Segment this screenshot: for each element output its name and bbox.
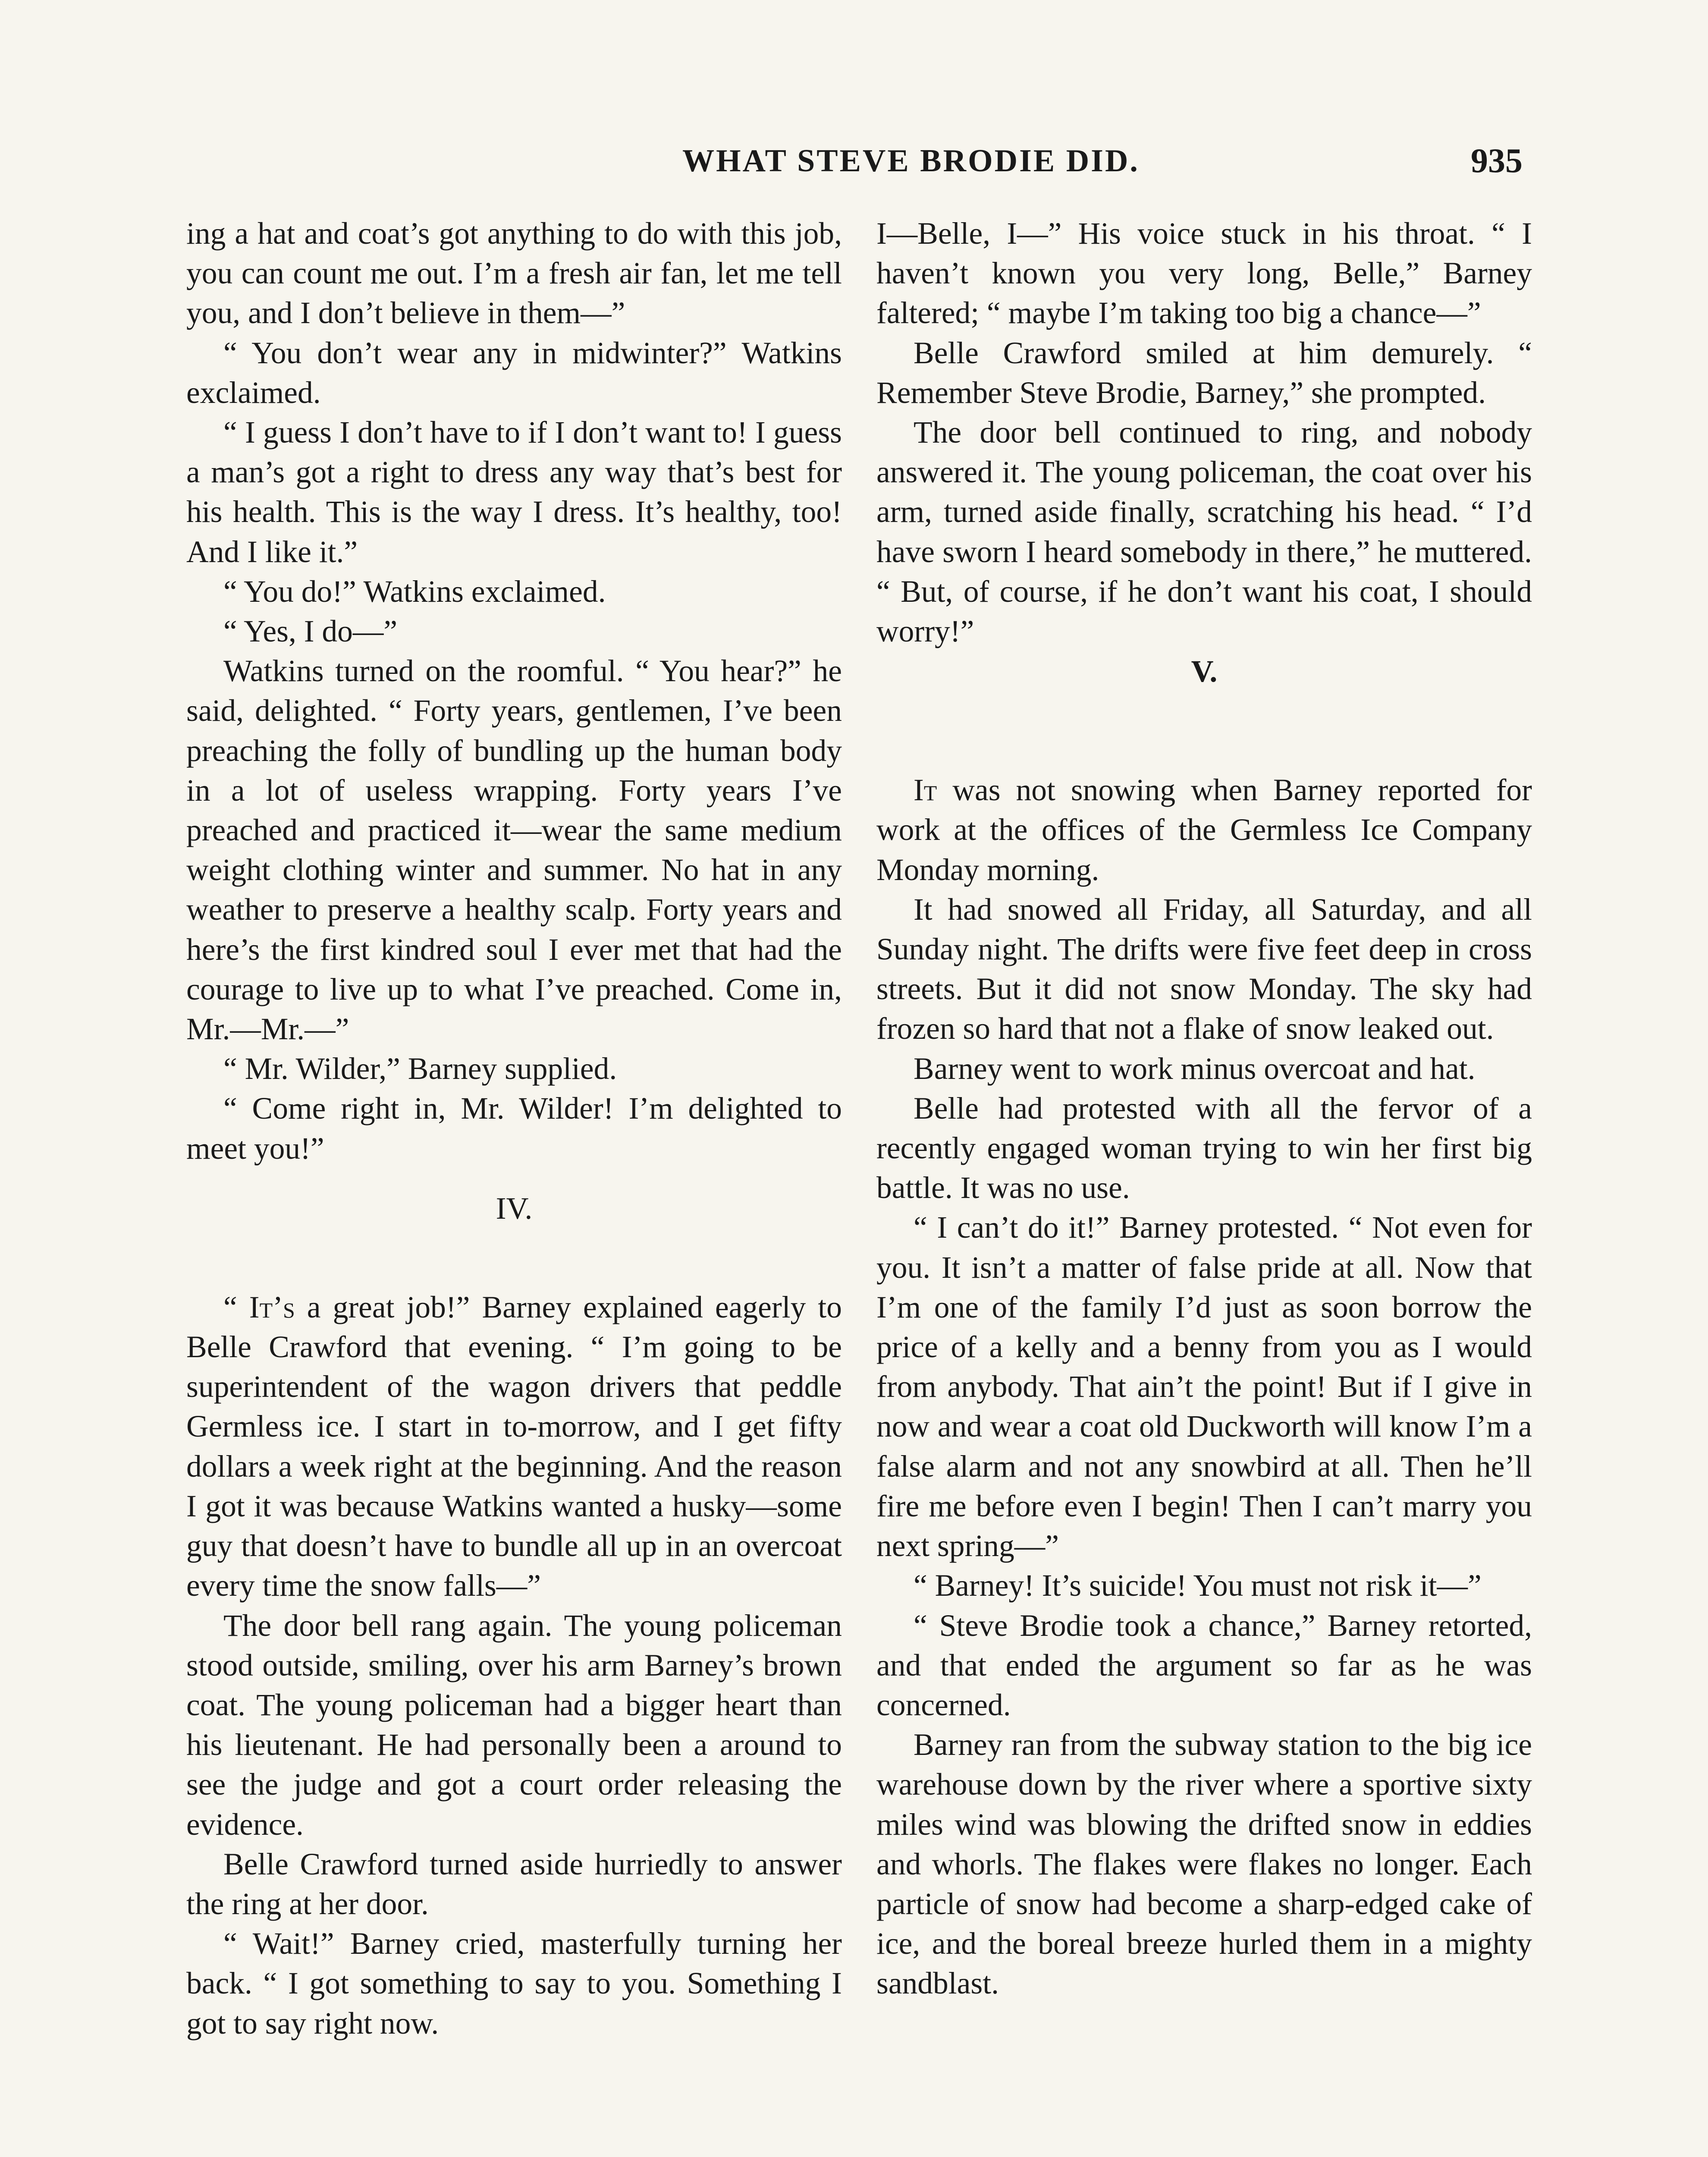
paragraph: Belle Crawford turned aside hurriedly to answer the ring at her door. xyxy=(186,1847,842,1921)
paragraph: I—Belle, I—” His voice stuck in his throat. “ I haven’t known you very long, Belle,” Barney faltered; “ maybe I’m taking too big a chance—” xyxy=(876,217,1532,330)
section-heading: IV. xyxy=(496,1191,533,1226)
page-number: 935 xyxy=(1471,142,1523,180)
paragraph xyxy=(186,1288,842,1606)
paragraph: “ Barney! It’s suicide! You must not risk it—” xyxy=(914,1569,1482,1603)
paragraph: It had snowed all Friday, all Saturday, and all Sunday night. The drifts were five feet deep in cross streets. But it did not snow Monday. The sky had frozen so hard that not a flake of snow leaked out. xyxy=(876,892,1532,1046)
paragraph: “ Come right in, Mr. Wilder! I’m delighted to meet you!” xyxy=(186,1091,842,1166)
paragraph: “ Mr. Wilder,” Barney supplied. xyxy=(223,1052,617,1086)
paragraph xyxy=(876,770,1532,890)
running-head: WHAT STEVE BRODIE DID. xyxy=(682,143,1140,179)
paragraph: Belle had protested with all the fervor of a recently engaged woman trying to win her first big battle. It was no use. xyxy=(876,1091,1532,1205)
paragraph: “ I can’t do it!” Barney protested. “ Not even for you. It isn’t a matter of false pride at all. Now that I’m one of the family I’d just as soon borrow the price of a kelly and a benny from you as I would from anybody. That ain’t the point! But if I give in now and wear a coat old Duckworth will know I’m a false alarm and not any snowbird at all. Then he’ll fire me before even I begin! Then I can’t marry you next spring—” xyxy=(876,1211,1532,1563)
paragraph: Barney went to work minus overcoat and hat. xyxy=(914,1051,1476,1086)
section-lead-words: It xyxy=(914,773,937,808)
paragraph-text: was not snowing when Barney reported for work at the offices of the Germless Ice Company Monday morning. xyxy=(876,773,1532,887)
paragraph: “ I guess I don’t have to if I don’t want to! I guess a man’s got a right to dress any way that’s best for his health. This is the way I dress. It’s healthy, too! And I like it.” xyxy=(186,415,842,569)
paragraph: Barney ran from the subway station to the big ice warehouse down by the river where a sportive sixty miles wind was blowing the drifted snow in eddies and whorls. The flakes were flakes no longer. Each particle of snow had become a sharp-edged cake of ice, and the boreal breeze hurled them in a mighty sandblast. xyxy=(876,1728,1532,2001)
paragraph: “ Wait!” Barney cried, masterfully turning her back. “ I got something to say to you. Something I got to say right now. xyxy=(186,1927,842,2041)
paragraph: “ You do!” Watkins exclaimed. xyxy=(223,574,606,609)
paragraph: “ Steve Brodie took a chance,” Barney retorted, and that ended the argument so far as he was concerned. xyxy=(876,1608,1532,1722)
paragraph: “ You don’t wear any in midwinter?” Watkins exclaimed. xyxy=(186,336,842,410)
paragraph: Watkins turned on the roomful. “ You hear?” he said, delighted. “ Forty years, gentlemen, I’ve been preaching the folly of bundling up the human body in a lot of useless wrapping. Forty years I’ve preached and practiced it—wear the same medium weight clothing winter and summer. No hat in any weather to preserve a healthy scalp. Forty years and here’s the first kindred soul I ever met that had the courage to live up to what I’ve preached. Come in, Mr.—Mr.—” xyxy=(186,654,842,1047)
left-column xyxy=(186,214,842,2044)
paragraph: Belle Crawford smiled at him demurely. “ Remember Steve Brodie, Barney,” she prompted. xyxy=(876,336,1532,410)
paragraph-text: a great job!” Barney explained eagerly to Belle Crawford that evening. “ I’m going to be superintendent of the wagon drivers that peddle Germless ice. I start in to-morrow, and I get fifty dollars a week right at the beginning. And the reason I got it was because Watkins wanted a husky—some guy that doesn’t have to bundle all up in an overcoat every time the snow falls—” xyxy=(186,1290,842,1603)
paragraph: The door bell rang again. The young policeman stood outside, smiling, over his arm Barney’s brown coat. The young policeman had a bigger heart than his lieutenant. He had personally been a around to see the judge and got a court order releasing the evidence. xyxy=(186,1608,842,1842)
right-column xyxy=(876,214,1532,2004)
paragraph: ing a hat and coat’s got anything to do with this job, you can count me out. I’m a fresh air fan, let me tell you, and I don’t believe in them—” xyxy=(186,217,842,330)
paragraph: “ Yes, I do—” xyxy=(223,614,398,649)
paragraph: The door bell continued to ring, and nobody answered it. The young policeman, the coat over his arm, turned aside finally, scratching his head. “ I’d have sworn I heard somebody in there,” he muttered. “ But, of course, if he don’t want his coat, I should worry!” xyxy=(876,415,1532,649)
section-heading: V. xyxy=(1191,654,1218,689)
page-header xyxy=(185,137,1523,189)
section-lead-words: “ It’s xyxy=(223,1290,295,1324)
